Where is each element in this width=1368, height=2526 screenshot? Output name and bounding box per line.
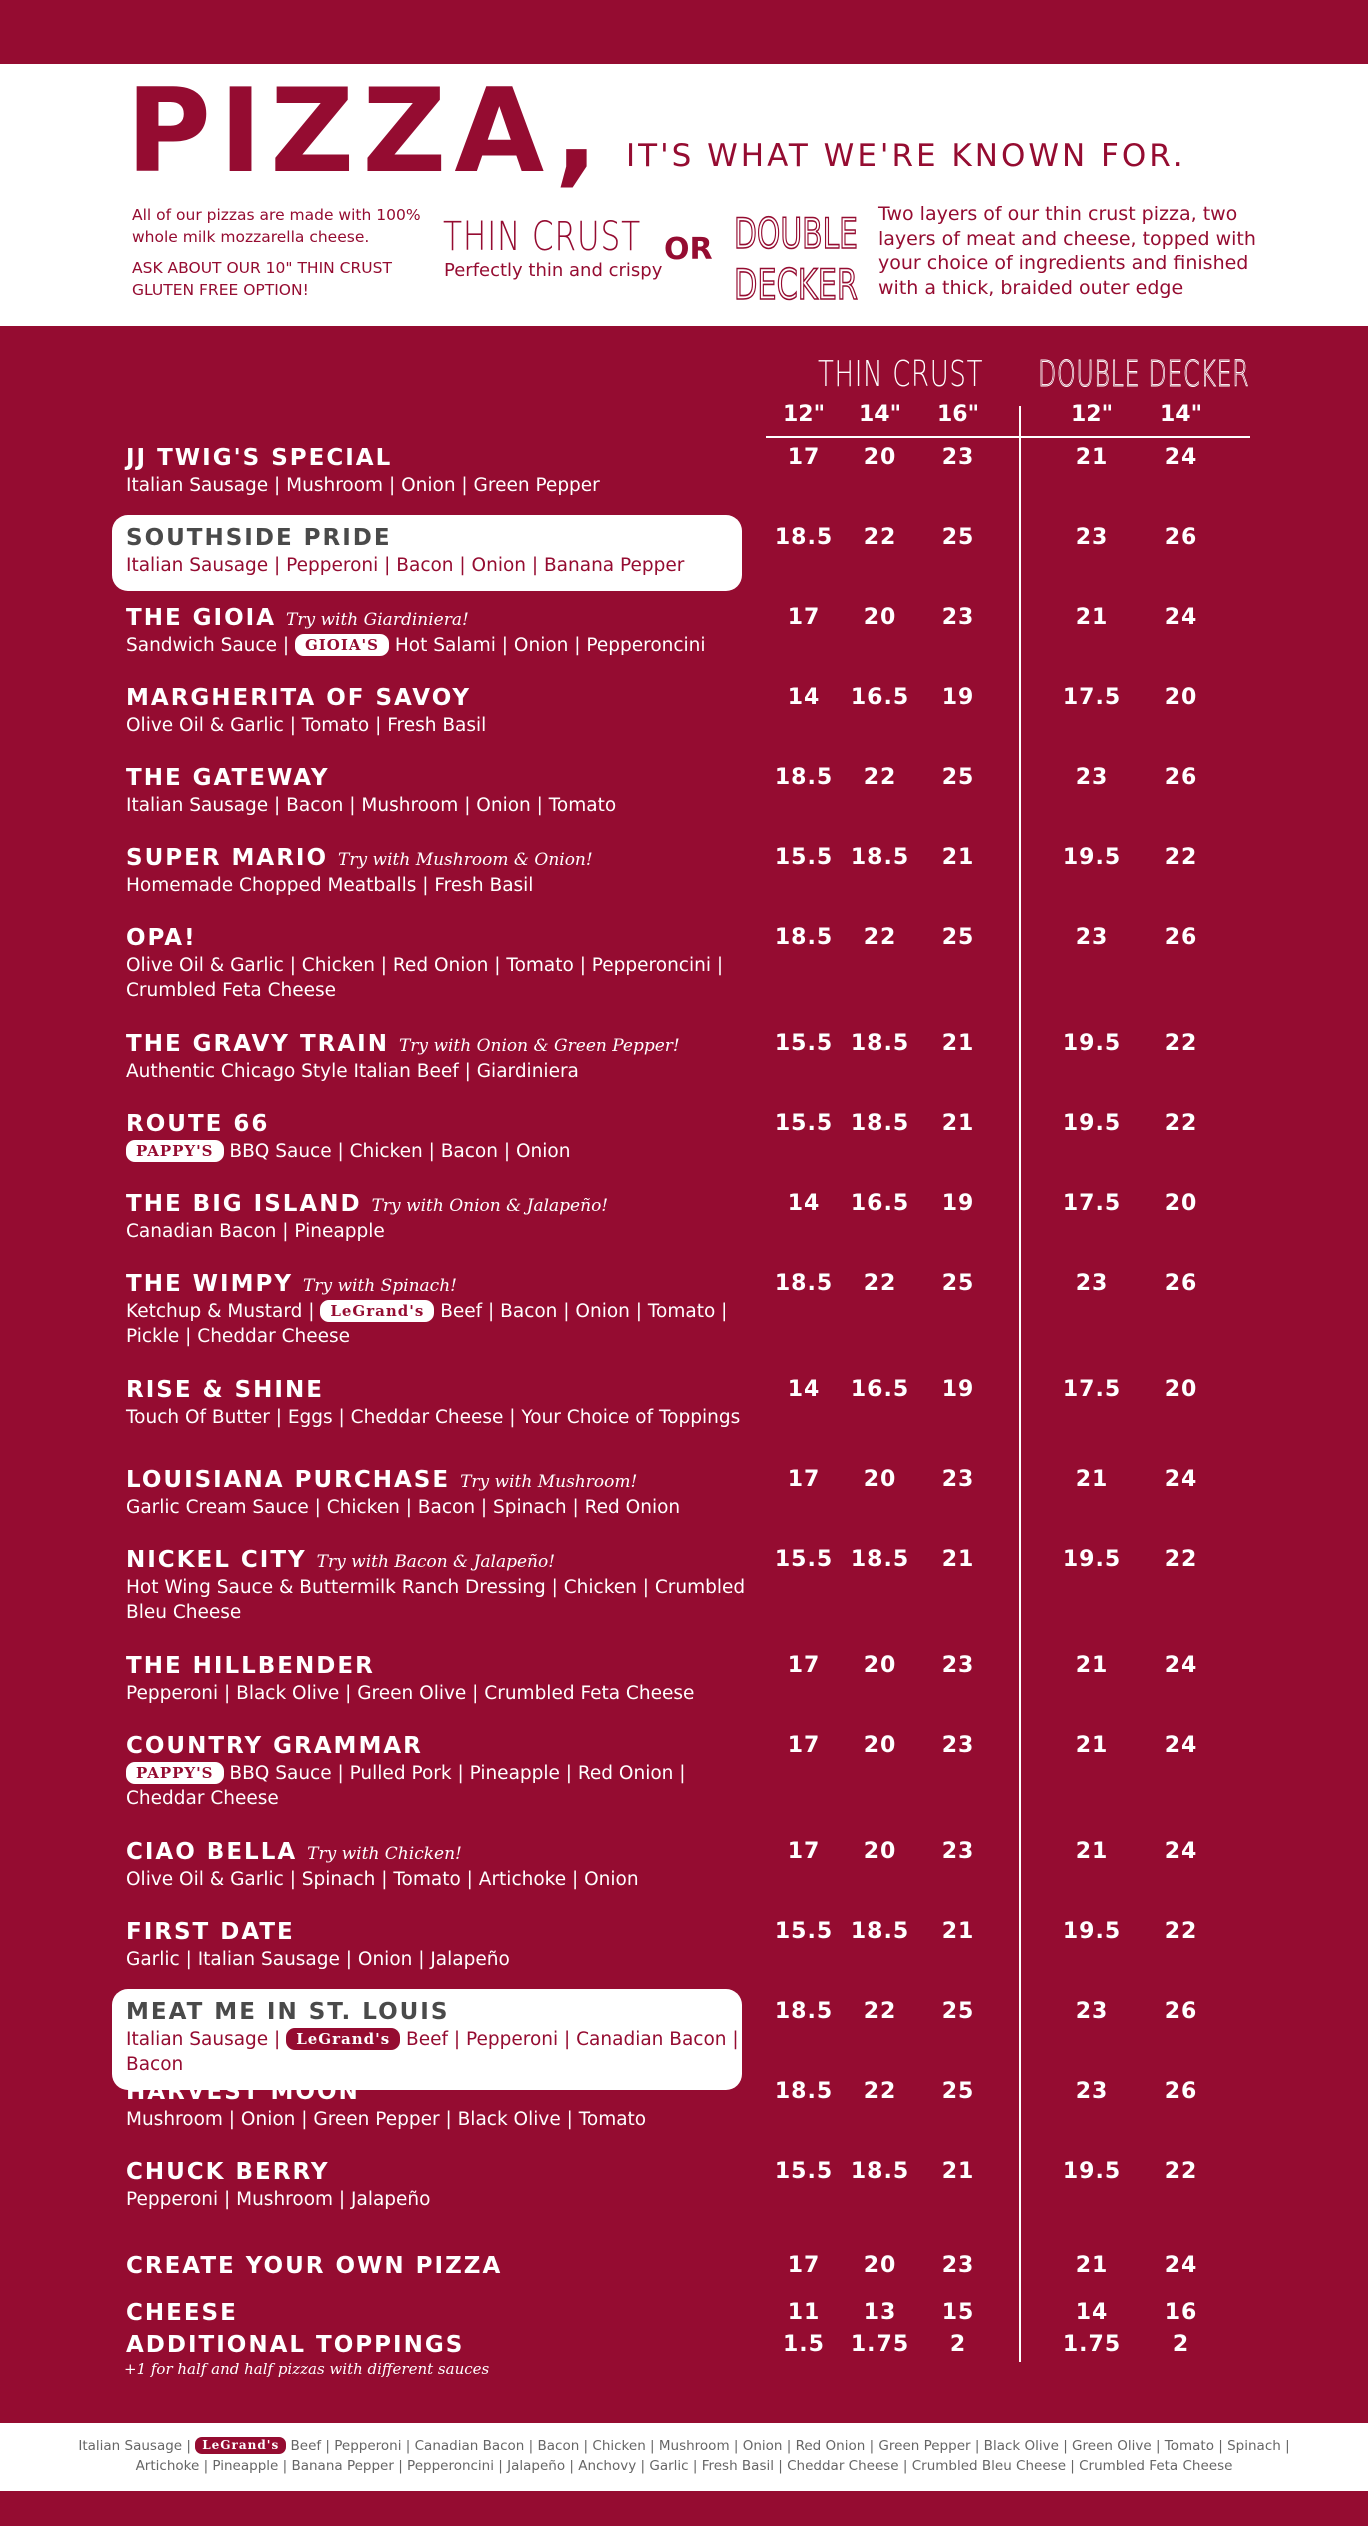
price: 21: [1075, 1653, 1109, 1678]
thin-crust-heading: THIN CRUST: [443, 214, 641, 260]
menu-item: [112, 1653, 762, 1707]
price: 26: [1164, 525, 1198, 550]
menu-item-ingredients: Canadian Bacon | Pineapple: [126, 1221, 385, 1242]
tagline: IT'S WHAT WE'RE KNOWN FOR.: [626, 138, 1186, 174]
price: 18.5: [850, 1919, 910, 1944]
pappys-badge: PAPPY'S: [126, 1762, 224, 1784]
toppings-list: [40, 2437, 1328, 2476]
menu-item-name: [112, 1653, 762, 1679]
menu-item-name: [112, 1191, 762, 1217]
price: 19.5: [1062, 2159, 1122, 2184]
menu-item-title: THE HILLBENDER: [126, 1653, 375, 1679]
price: 20: [863, 1733, 897, 1758]
menu-item-ingredients: Touch Of Butter | Eggs | Cheddar Cheese | Your Choice of Toppings: [126, 1407, 741, 1428]
size-label: 12": [1070, 402, 1114, 427]
size-label: 12": [782, 402, 826, 427]
price: 23: [1075, 525, 1109, 550]
menu-item-suggestion: Try with Onion & Green Pepper!: [398, 1036, 680, 1056]
price: 19: [941, 1377, 975, 1402]
price: 20: [1164, 685, 1198, 710]
price: 19.5: [1062, 1031, 1122, 1056]
price: 18.5: [774, 1999, 834, 2024]
price: 15: [941, 2300, 975, 2325]
menu-item: [112, 1989, 742, 2090]
menu-item-title: CHUCK BERRY: [126, 2159, 330, 2185]
price: 17: [787, 2253, 821, 2278]
ingredients-after-brand: Beef | Pepperoni | Canadian Bacon | Bacon: [126, 2029, 739, 2075]
price: 22: [863, 1271, 897, 1296]
menu-item-ingredients: Garlic Cream Sauce | Chicken | Bacon | Spinach | Red Onion: [126, 1497, 681, 1518]
price: 15.5: [774, 1031, 834, 1056]
price: 24: [1164, 2253, 1198, 2278]
menu-item: [112, 445, 762, 499]
menu-item-title: CREATE YOUR OWN PIZZA: [126, 2253, 503, 2279]
price: 14: [787, 685, 821, 710]
menu-item-title: LOUISIANA PURCHASE: [126, 1467, 451, 1493]
price: 20: [863, 1467, 897, 1492]
menu-item-name: [112, 845, 762, 871]
price: 17: [787, 1733, 821, 1758]
menu-item-name: [112, 605, 762, 631]
price: 18.5: [774, 925, 834, 950]
menu-item-name: [126, 525, 728, 551]
menu-item-suggestion: Try with Mushroom!: [460, 1472, 638, 1492]
price: 21: [1075, 1733, 1109, 1758]
toppings-line1-post: Beef | Pepperoni | Canadian Bacon | Bacon | Chicken | Mushroom | Onion | Red Onion | Green Pepper | Black Olive | Green Olive | Tomato | Spinach |: [290, 2438, 1290, 2454]
price: 22: [863, 2079, 897, 2104]
menu-item: [112, 2079, 762, 2133]
menu-item-name: [112, 1839, 762, 1865]
price: 21: [1075, 445, 1109, 470]
price: 23: [941, 1733, 975, 1758]
menu-item-title: RISE & SHINE: [126, 1377, 324, 1403]
price: 22: [863, 765, 897, 790]
menu-item: [112, 1467, 762, 1521]
price: 25: [941, 1999, 975, 2024]
price: 25: [941, 525, 975, 550]
menu-item-suggestion: Try with Bacon & Jalapeño!: [316, 1552, 556, 1572]
legrands-badge: LeGrand's: [320, 1300, 434, 1322]
size-label: 14": [858, 402, 902, 427]
price: 26: [1164, 1271, 1198, 1296]
menu-item: [112, 2159, 762, 2213]
size-label: 14": [1159, 402, 1203, 427]
price: 22: [863, 925, 897, 950]
menu-item-title: OPA!: [126, 925, 197, 951]
price: 2: [949, 2332, 967, 2357]
menu-header: [0, 64, 1368, 326]
price: 16.5: [850, 1377, 910, 1402]
menu-item: [112, 765, 762, 819]
menu-item-name: [112, 1547, 762, 1573]
price: 24: [1164, 605, 1198, 630]
legrands-badge: LeGrand's: [286, 2028, 400, 2050]
menu-item: [112, 2253, 762, 2279]
or-label: OR: [664, 232, 713, 267]
price: 25: [941, 925, 975, 950]
price: 24: [1164, 1653, 1198, 1678]
cheese-note: [132, 204, 432, 310]
menu-item-ingredients: Garlic | Italian Sausage | Onion | Jalapeño: [126, 1949, 510, 1970]
price: 17.5: [1062, 1377, 1122, 1402]
pappys-badge: PAPPY'S: [126, 1140, 224, 1162]
price: 23: [941, 445, 975, 470]
price: 24: [1164, 445, 1198, 470]
legrands-badge: LeGrand's: [195, 2437, 286, 2454]
menu-item-title: HARVEST MOON: [126, 2079, 360, 2105]
column-heading-thin-crust: THIN CRUST: [818, 354, 984, 395]
menu-item: [112, 685, 762, 739]
price: 25: [941, 1271, 975, 1296]
menu-item-name: [112, 2159, 762, 2185]
price: 17.5: [1062, 1191, 1122, 1216]
price: 23: [941, 2253, 975, 2278]
menu-item-title: THE BIG ISLAND: [126, 1191, 362, 1217]
menu-item-title: THE WIMPY: [126, 1271, 293, 1297]
price: 21: [941, 1111, 975, 1136]
price: 23: [941, 1467, 975, 1492]
price: 14: [1075, 2300, 1109, 2325]
price: 15.5: [774, 1547, 834, 1572]
price: 14: [787, 1377, 821, 1402]
price: 20: [863, 1839, 897, 1864]
price: 22: [863, 1999, 897, 2024]
menu-item: [112, 1271, 762, 1350]
menu-item: [112, 2332, 762, 2358]
menu-item-ingredients: Italian Sausage | Pepperoni | Bacon | Onion | Banana Pepper: [126, 555, 685, 576]
half-and-half-note: +1 for half and half pizzas with different sauces: [124, 2360, 490, 2378]
menu-item-title: ROUTE 66: [126, 1111, 270, 1137]
price: 16.5: [850, 685, 910, 710]
price: 23: [941, 605, 975, 630]
price: 18.5: [850, 2159, 910, 2184]
menu-item: [112, 515, 742, 591]
price: 24: [1164, 1467, 1198, 1492]
price: 20: [863, 605, 897, 630]
menu-item-title: NICKEL CITY: [126, 1547, 307, 1573]
menu-item-title: CIAO BELLA: [126, 1839, 298, 1865]
menu-item-title: FIRST DATE: [126, 1919, 295, 1945]
menu-item-title: MARGHERITA OF SAVOY: [126, 685, 472, 711]
menu-item-name: [126, 1999, 728, 2025]
price: 22: [1164, 1547, 1198, 1572]
price: 19.5: [1062, 1919, 1122, 1944]
price: 20: [863, 2253, 897, 2278]
price: 23: [1075, 1271, 1109, 1296]
ingredients-before-brand: Italian Sausage |: [126, 2029, 281, 2050]
menu-item: [112, 1733, 762, 1812]
price: 18.5: [774, 525, 834, 550]
price: 11: [787, 2300, 821, 2325]
price: 23: [1075, 765, 1109, 790]
menu-item-suggestion: Try with Spinach!: [302, 1276, 457, 1296]
price: 18.5: [774, 1271, 834, 1296]
menu-item-ingredients: [112, 634, 746, 659]
menu-item-name: [112, 1377, 762, 1403]
menu-item: [112, 1919, 762, 1973]
menu-item-title: THE GRAVY TRAIN: [126, 1031, 389, 1057]
price: 22: [1164, 1111, 1198, 1136]
menu-item-ingredients: [112, 1300, 746, 1350]
ingredients-after-brand: BBQ Sauce | Pulled Pork | Pineapple | Red Onion | Cheddar Cheese: [126, 1763, 686, 1809]
price: 18.5: [850, 1111, 910, 1136]
top-band: [0, 0, 1368, 64]
menu-item-title: MEAT ME IN ST. LOUIS: [126, 1999, 450, 2025]
price: 24: [1164, 1839, 1198, 1864]
price: 26: [1164, 925, 1198, 950]
price: 26: [1164, 2079, 1198, 2104]
menu-item-name: [112, 685, 762, 711]
price: 15.5: [774, 1919, 834, 1944]
price: 21: [1075, 605, 1109, 630]
price: 17: [787, 445, 821, 470]
ingredients-before-brand: Sandwich Sauce |: [126, 635, 290, 656]
menu-item-name: [112, 925, 762, 951]
menu-item-title: THE GATEWAY: [126, 765, 330, 791]
menu-item-ingredients: Olive Oil & Garlic | Spinach | Tomato | Artichoke | Onion: [126, 1869, 639, 1890]
menu-item-ingredients: Pepperoni | Black Olive | Green Olive | Crumbled Feta Cheese: [126, 1683, 695, 1704]
price: 19: [941, 685, 975, 710]
price: 21: [1075, 1839, 1109, 1864]
menu-item-name: [112, 1031, 762, 1057]
price: 17: [787, 605, 821, 630]
column-heading-double-decker: DOUBLE DECKER: [1038, 354, 1250, 395]
price: 1.75: [1062, 2332, 1122, 2357]
price: 19: [941, 1191, 975, 1216]
toppings-line2: Artichoke | Pineapple | Banana Pepper | Pepperoncini | Jalapeño | Anchovy | Garlic | Fresh Basil | Cheddar Cheese | Crumbled Bleu Cheese | Crumbled Feta Cheese: [135, 2457, 1233, 2474]
thin-crust-subtitle: Perfectly thin and crispy: [444, 260, 663, 281]
menu-item-ingredients: [126, 2028, 746, 2078]
double-decker-description: Two layers of our thin crust pizza, two layers of meat and cheese, topped with your choice of ingredients and finished with a thick, braided outer edge: [878, 203, 1256, 300]
price: 16.5: [850, 1191, 910, 1216]
menu-item-name: [112, 1467, 762, 1493]
price: 16: [1164, 2300, 1198, 2325]
menu-item: [112, 1031, 762, 1085]
price: 13: [863, 2300, 897, 2325]
ingredients-after-brand: BBQ Sauce | Chicken | Bacon | Onion: [229, 1141, 571, 1162]
price: 20: [863, 445, 897, 470]
price: 21: [941, 1919, 975, 1944]
price: 21: [1075, 2253, 1109, 2278]
gioias-badge: GIOIA'S: [295, 634, 389, 656]
price: 22: [1164, 2159, 1198, 2184]
menu-item: [112, 845, 762, 899]
price: 18.5: [774, 765, 834, 790]
menu-item-name: [112, 1733, 762, 1759]
price: 26: [1164, 765, 1198, 790]
menu-item-suggestion: Try with Giardiniera!: [286, 610, 469, 630]
size-label: 16": [936, 402, 980, 427]
menu-item-title: ADDITIONAL TOPPINGS: [126, 2332, 465, 2358]
menu-item-ingredients: [112, 1140, 746, 1165]
menu-item-title: JJ TWIG'S SPECIAL: [126, 445, 393, 471]
gluten-free-note: ASK ABOUT OUR 10" THIN CRUST GLUTEN FREE OPTION!: [132, 258, 392, 300]
price: 23: [1075, 2079, 1109, 2104]
menu-item-name: [112, 765, 762, 791]
price: 21: [1075, 1467, 1109, 1492]
menu-item: [112, 1547, 762, 1626]
menu-item: [112, 1191, 762, 1245]
price: 21: [941, 845, 975, 870]
menu-item-title: CHEESE: [126, 2300, 238, 2326]
menu-item-ingredients: Homemade Chopped Meatballs | Fresh Basil: [126, 875, 534, 896]
ingredients-before-brand: Ketchup & Mustard |: [126, 1301, 315, 1322]
price: 23: [941, 1653, 975, 1678]
price: 20: [1164, 1191, 1198, 1216]
column-divider: [1019, 406, 1021, 2362]
price: 23: [941, 1839, 975, 1864]
menu-item-ingredients: Olive Oil & Garlic | Tomato | Fresh Basil: [126, 715, 487, 736]
price: 15.5: [774, 2159, 834, 2184]
menu-item-name: [112, 2253, 762, 2279]
menu-item-ingredients: Olive Oil & Garlic | Chicken | Red Onion | Tomato | Pepperoncini | Crumbled Feta Cheese: [126, 955, 724, 1001]
ingredients-after-brand: Beef | Bacon | Onion | Tomato | Pickle | Cheddar Cheese: [126, 1301, 728, 1347]
menu-item: [112, 925, 762, 1004]
ingredients-after-brand: Hot Salami | Onion | Pepperoncini: [394, 635, 706, 656]
price: 23: [1075, 1999, 1109, 2024]
menu-item-ingredients: Authentic Chicago Style Italian Beef | Giardiniera: [126, 1061, 579, 1082]
price: 14: [787, 1191, 821, 1216]
menu-item-suggestion: Try with Mushroom & Onion!: [338, 850, 593, 870]
price: 22: [1164, 845, 1198, 870]
price: 2: [1172, 2332, 1190, 2357]
menu-item: [112, 605, 762, 659]
menu-item-ingredients: Pepperoni | Mushroom | Jalapeño: [126, 2189, 431, 2210]
price: 15.5: [774, 845, 834, 870]
price: 25: [941, 2079, 975, 2104]
menu-item-name: [112, 1919, 762, 1945]
header-divider: [766, 436, 1250, 438]
menu-item-suggestion: Try with Chicken!: [307, 1844, 462, 1864]
menu-item-name: [112, 1111, 762, 1137]
price: 26: [1164, 1999, 1198, 2024]
menu-item-title: SUPER MARIO: [126, 845, 329, 871]
menu-item-ingredients: Mushroom | Onion | Green Pepper | Black Olive | Tomato: [126, 2109, 647, 2130]
menu-item-title: THE GIOIA: [126, 605, 277, 631]
menu-item-name: [112, 2079, 762, 2105]
menu-item-name: [112, 2300, 762, 2326]
menu-item: [112, 1377, 762, 1431]
price: 17: [787, 1653, 821, 1678]
price: 15.5: [774, 1111, 834, 1136]
menu-item-name: [112, 445, 762, 471]
price: 19.5: [1062, 1547, 1122, 1572]
price: 21: [941, 1547, 975, 1572]
menu-item-title: SOUTHSIDE PRIDE: [126, 525, 392, 551]
price: 21: [941, 1031, 975, 1056]
price: 21: [941, 2159, 975, 2184]
price: 22: [863, 525, 897, 550]
menu-item: [112, 1839, 762, 1893]
double-decker-logo: [732, 204, 862, 309]
price: 1.75: [850, 2332, 910, 2357]
menu-item: [112, 1111, 762, 1165]
price: 23: [1075, 925, 1109, 950]
price: 25: [941, 765, 975, 790]
double-decker-word1: DOUBLE: [734, 209, 858, 258]
price: 1.5: [783, 2332, 825, 2357]
price: 18.5: [774, 2079, 834, 2104]
price: 24: [1164, 1733, 1198, 1758]
menu-item-ingredients: Italian Sausage | Bacon | Mushroom | Onion | Tomato: [126, 795, 617, 816]
toppings-line1-pre: Italian Sausage |: [78, 2438, 191, 2454]
menu-item-ingredients: [112, 1762, 746, 1812]
menu-item-name: [112, 2332, 762, 2358]
bottom-band: [0, 2491, 1368, 2526]
page-title: PIZZA,: [126, 64, 607, 199]
menu-item-title: COUNTRY GRAMMAR: [126, 1733, 423, 1759]
price: 18.5: [850, 1547, 910, 1572]
price: 17.5: [1062, 685, 1122, 710]
menu-item: [112, 2300, 762, 2326]
price: 19.5: [1062, 845, 1122, 870]
menu-item-name: [112, 1271, 762, 1297]
price: 22: [1164, 1031, 1198, 1056]
price: 22: [1164, 1919, 1198, 1944]
price: 18.5: [850, 1031, 910, 1056]
price: 20: [863, 1653, 897, 1678]
price: 20: [1164, 1377, 1198, 1402]
price: 19.5: [1062, 1111, 1122, 1136]
price: 17: [787, 1839, 821, 1864]
menu-item-ingredients: Hot Wing Sauce & Buttermilk Ranch Dressing | Chicken | Crumbled Bleu Cheese: [126, 1577, 746, 1623]
toppings-footer: [0, 2423, 1368, 2491]
menu-item-suggestion: Try with Onion & Jalapeño!: [371, 1196, 609, 1216]
menu-item-ingredients: Italian Sausage | Mushroom | Onion | Green Pepper: [126, 475, 600, 496]
mozzarella-note: All of our pizzas are made with 100% whole milk mozzarella cheese.: [132, 206, 421, 247]
price: 17: [787, 1467, 821, 1492]
price: 18.5: [850, 845, 910, 870]
double-decker-word2: DECKER: [734, 260, 858, 309]
